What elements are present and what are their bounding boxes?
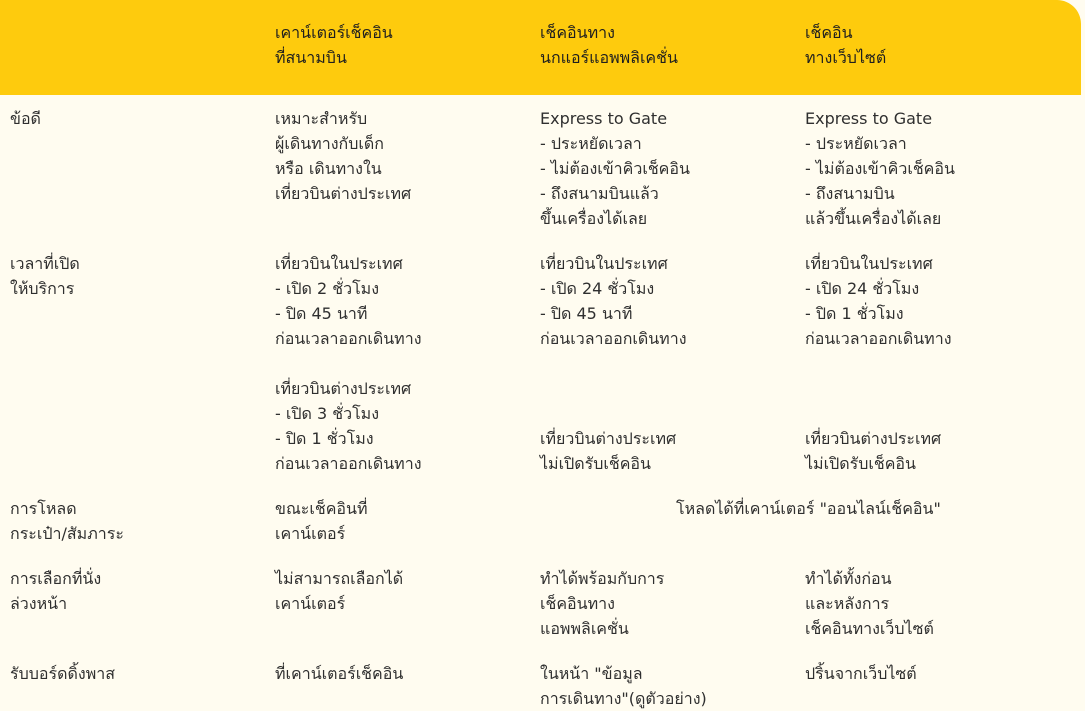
cell-advantages-app: Express to Gate - ประหยัดเวลา - ไม่ต้องเข้าคิวเช็คอิน - ถึงสนามบินแล้ว ขึ้นเครื่องได้เลย: [540, 109, 690, 228]
cell-boarding-web: ปริ้นจากเว็บไซต์: [805, 664, 917, 683]
cell-seat-counter: ไม่สามารถเลือกได้ เคาน์เตอร์: [275, 569, 404, 613]
row-label-opening-hours: เวลาที่เปิด ให้บริการ: [10, 254, 80, 298]
cell-baggage-online: โหลดได้ที่เคาน์เตอร์ "ออนไลน์เช็คอิน": [676, 499, 941, 518]
cell-seat-web: ทำได้ทั้งก่อน และหลังการ เช็คอินทางเว็บไซต์: [805, 569, 934, 638]
cell-hours-counter-domestic: เที่ยวบินในประเทศ - เปิด 2 ชั่วโมง - ปิด 45 นาที ก่อนเวลาออกเดินทาง: [275, 254, 422, 348]
row-label-seat-selection: การเลือกที่นั่ง ล่วงหน้า: [10, 569, 102, 613]
cell-hours-app-international: เที่ยวบินต่างประเทศ ไม่เปิดรับเช็คอิน: [540, 429, 677, 473]
cell-advantages-web: Express to Gate - ประหยัดเวลา - ไม่ต้องเข้าคิวเช็คอิน - ถึงสนามบิน แล้วขึ้นเครื่องได้เลย: [805, 109, 955, 228]
cell-boarding-counter: ที่เคาน์เตอร์เช็คอิน: [275, 664, 404, 683]
row-label-baggage: การโหลด กระเป๋า/สัมภาระ: [10, 499, 124, 543]
cell-seat-app: ทำได้พร้อมกับการ เช็คอินทาง แอพพลิเคชั่น: [540, 569, 665, 638]
header-web-checkin: เช็คอิน ทางเว็บไซต์: [805, 23, 887, 67]
cell-hours-counter-international: เที่ยวบินต่างประเทศ - เปิด 3 ชั่วโมง - ปิด 1 ชั่วโมง ก่อนเวลาออกเดินทาง: [275, 379, 422, 473]
row-label-boarding-pass: รับบอร์ดดิ้งพาส: [10, 664, 115, 683]
cell-hours-app-domestic: เที่ยวบินในประเทศ - เปิด 24 ชั่วโมง - ปิด 45 นาที ก่อนเวลาออกเดินทาง: [540, 254, 687, 348]
cell-boarding-app: ในหน้า "ข้อมูล การเดินทาง"(ดูตัวอย่าง): [540, 664, 707, 708]
header-airport-counter: เคาน์เตอร์เช็คอิน ที่สนามบิน: [275, 23, 393, 67]
cell-baggage-counter: ขณะเช็คอินที่ เคาน์เตอร์: [275, 499, 368, 543]
row-label-advantages: ข้อดี: [10, 109, 41, 128]
cell-hours-web-domestic: เที่ยวบินในประเทศ - เปิด 24 ชั่วโมง - ปิด 1 ชั่วโมง ก่อนเวลาออกเดินทาง: [805, 254, 952, 348]
cell-advantages-counter: เหมาะสำหรับ ผู้เดินทางกับเด็ก หรือ เดินทางใน เที่ยวบินต่างประเทศ: [275, 109, 412, 203]
table-header: [0, 0, 1081, 95]
cell-hours-web-international: เที่ยวบินต่างประเทศ ไม่เปิดรับเช็คอิน: [805, 429, 942, 473]
header-app-checkin: เช็คอินทาง นกแอร์แอพพลิเคชั่น: [540, 23, 678, 67]
